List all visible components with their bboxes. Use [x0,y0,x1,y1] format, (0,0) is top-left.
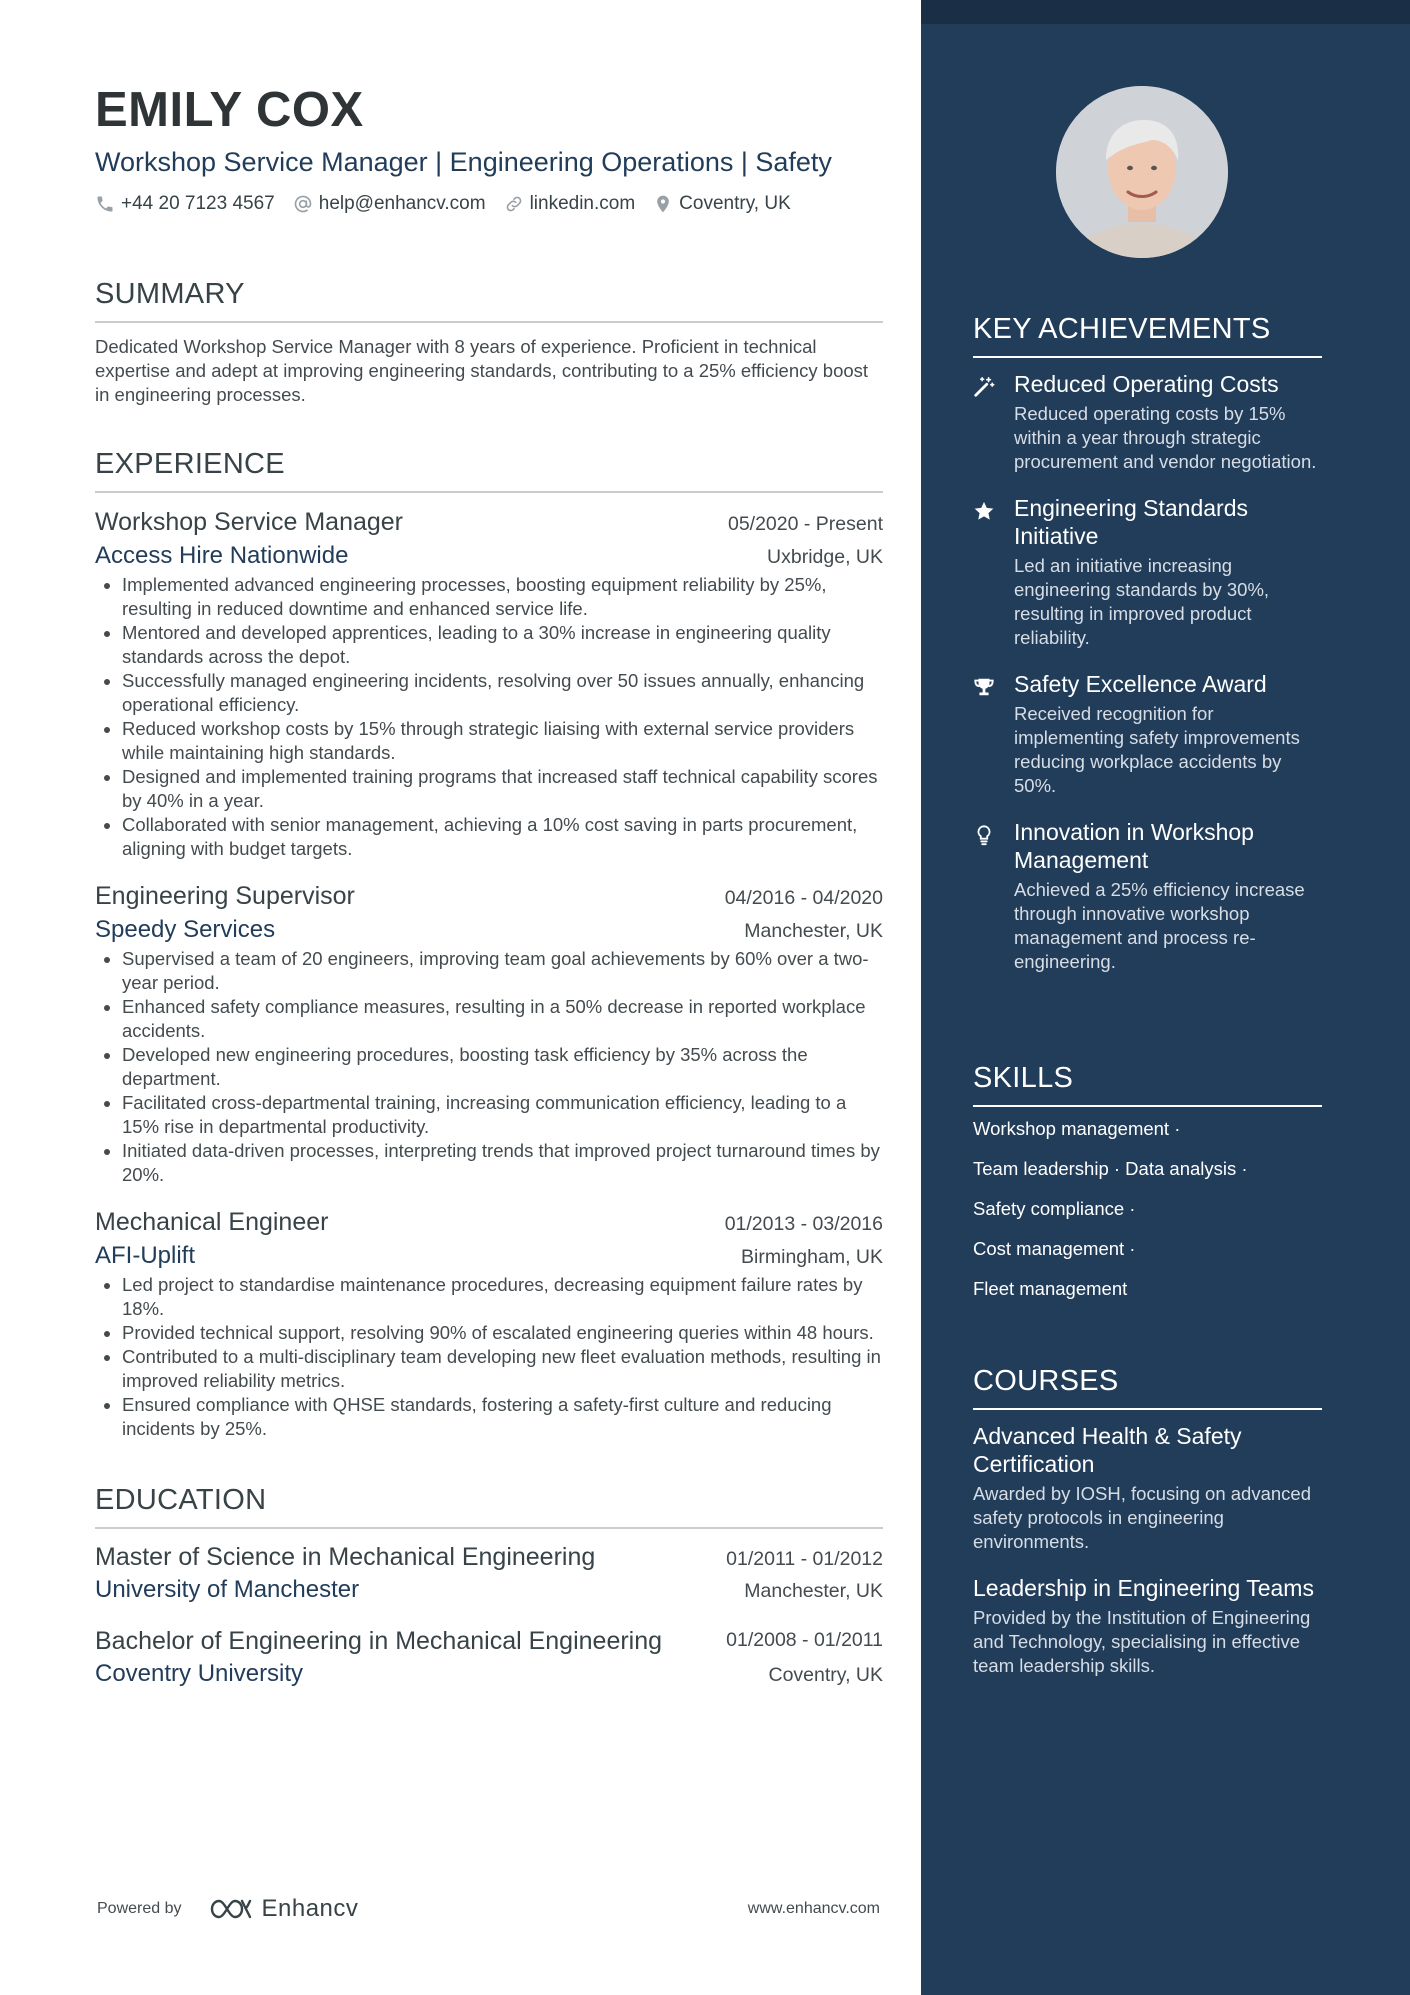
lightbulb-icon [973,824,995,846]
achievements-section [973,312,1322,974]
achievement-title: Innovation in Workshop Management [1014,819,1254,873]
skill-line: Workshop management · [973,1118,1181,1139]
trophy-icon [973,676,995,698]
achievement-item [973,370,1322,474]
job-bullets [95,573,883,861]
school-name: University of Manchester [95,1576,360,1603]
course-item [973,1574,1322,1678]
list-item: • Supervised a team of 20 engineers, improving team goal achievements by 60% over a two-year period. [122,947,883,995]
list-item: • Developed new engineering procedures, boosting task efficiency by 35% across the department. [122,1043,883,1091]
list-item: • Enhanced safety compliance measures, resulting in a 50% decrease in reported workplace accidents. [122,995,883,1043]
job-role: Mechanical Engineer [95,1208,329,1236]
job-company: Access Hire Nationwide [95,542,349,569]
education-entry [95,1541,883,1607]
avatar [1056,86,1228,258]
sidebar [921,0,1410,1995]
list-item: • Facilitated cross-departmental training, increasing communication efficiency, leading to a 15% rise in departmental productivity. [122,1091,883,1139]
education-heading: EDUCATION [95,1483,883,1529]
list-item: • Mentored and developed apprentices, leading to a 30% increase in engineering quality standards across the depot. [122,621,883,669]
contact-location [653,193,791,215]
list-item: • Ensured compliance with QHSE standards, fostering a safety-first culture and reducing incidents by 25%. [122,1393,883,1441]
summary-heading: SUMMARY [95,277,883,323]
achievements-heading: KEY ACHIEVEMENTS [973,312,1322,358]
contact-link[interactable] [504,193,636,215]
sidebar-top-band [921,0,1410,24]
achievement-text: Received recognition for implementing safety improvements reducing workplace accidents by 50%. [1014,703,1300,796]
degree-name: Bachelor of Engineering in Mechanical Engineering [95,1627,663,1655]
list-item: • Implemented advanced engineering processes, boosting equipment reliability by 25%, resulting in reduced downtime and enhanced service life. [122,573,883,621]
job-role: Engineering Supervisor [95,882,355,910]
job-entry [95,1205,883,1441]
enhancv-logo-icon [208,1897,254,1921]
contact-email[interactable] [293,193,486,215]
email-text: help@enhancv.com [318,193,486,214]
footer-url[interactable]: www.enhancv.com [747,1900,880,1917]
achievement-title: Reduced Operating Costs [1014,371,1279,397]
achievement-text: Led an initiative increasing engineering standards by 30%, resulting in improved product reliability. [1014,555,1270,648]
brand-logo[interactable] [208,1895,359,1923]
phone-text: +44 20 7123 4567 [121,193,275,214]
link-text: linkedin.com [529,193,636,214]
degree-name: Master of Science in Mechanical Engineering [95,1543,596,1571]
achievement-text: Reduced operating costs by 15% within a year through strategic procurement and vendor negotiation. [1014,403,1317,472]
powered-by-label: Powered by [97,1900,182,1917]
contact-phone [95,193,275,215]
candidate-title: Workshop Service Manager | Engineering Operations | Safety [95,147,832,177]
skill-line: Cost management · [973,1238,1136,1259]
skills-section [973,1061,1322,1317]
job-role: Workshop Service Manager [95,508,404,536]
education-section [95,1483,883,1691]
achievement-item [973,494,1322,650]
job-bullets [95,947,883,1187]
achievement-text: Achieved a 25% efficiency increase through innovative workshop management and process re-engineering. [1014,879,1305,972]
achievement-item [973,818,1322,974]
course-title: Advanced Health & Safety Certification [973,1423,1242,1477]
school-location: Manchester, UK [744,1580,883,1602]
course-text: Awarded by IOSH, focusing on advanced safety protocols in engineering environments. [973,1483,1312,1552]
skill-line: Team leadership · Data analysis · [973,1158,1248,1179]
course-text: Provided by the Institution of Engineering and Technology, specialising in effective team leadership skills. [973,1607,1311,1676]
list-item: • Collaborated with senior management, achieving a 10% cost saving in parts procurement, aligning with budget targets. [122,813,883,861]
footer [97,1895,880,1923]
phone-icon [95,194,115,214]
link-icon [504,194,524,214]
education-dates: 01/2008 - 01/2011 [726,1629,883,1651]
education-entry [95,1625,883,1691]
experience-heading: EXPERIENCE [95,447,883,493]
powered-by [97,1895,358,1923]
location-pin-icon [653,194,673,214]
list-item: • Successfully managed engineering incidents, resolving over 50 issues annually, enhancing operational efficiency. [122,669,883,717]
at-icon [293,194,313,214]
courses-heading: COURSES [973,1364,1322,1410]
contact-bar [95,193,883,215]
course-item [973,1422,1322,1554]
job-location: Birmingham, UK [741,1246,883,1268]
job-bullets [95,1273,883,1441]
main-content [95,78,883,1691]
job-dates: 01/2013 - 03/2016 [724,1213,883,1235]
summary-text: Dedicated Workshop Service Manager with 8 years of experience. Proficient in technical expertise and adept at improving engineering standards, contributing to a 25% efficiency boost in engineering processes. [95,336,869,405]
skill-line: Safety compliance · [973,1198,1136,1219]
list-item: • Contributed to a multi-disciplinary team developing new fleet evaluation methods, resulting in improved reliability metrics. [122,1345,883,1393]
achievement-title: Safety Excellence Award [1014,671,1267,697]
course-title: Leadership in Engineering Teams [973,1575,1314,1601]
skills-heading: SKILLS [973,1061,1322,1107]
profile-photo [1056,86,1228,258]
job-location: Uxbridge, UK [767,546,883,568]
candidate-name: EMILY COX [95,83,364,137]
job-dates: 04/2016 - 04/2020 [724,887,883,909]
skills-list [973,1117,1322,1301]
school-location: Coventry, UK [768,1664,883,1686]
education-dates: 01/2011 - 01/2012 [726,1548,883,1570]
magic-wand-icon [973,376,995,398]
school-name: Coventry University [95,1660,304,1687]
list-item: • Designed and implemented training programs that increased staff technical capability scores by 40% in a year. [122,765,883,813]
location-text: Coventry, UK [679,193,791,214]
achievement-title: Engineering Standards Initiative [1014,495,1248,549]
job-company: Speedy Services [95,916,276,943]
summary-section [95,277,883,407]
list-item: • Initiated data-driven processes, interpreting trends that improved project turnaround times by 20%. [122,1139,883,1187]
list-item: • Led project to standardise maintenance procedures, decreasing equipment failure rates by 18%. [122,1273,883,1321]
courses-section [973,1364,1322,1678]
job-company: AFI-Uplift [95,1242,196,1269]
job-entry [95,879,883,1187]
list-item: • Reduced workshop costs by 15% through strategic liaising with external service providers while maintaining high standards. [122,717,883,765]
job-dates: 05/2020 - Present [727,513,883,535]
brand-name: Enhancv [261,1895,359,1922]
experience-section [95,447,883,1441]
star-icon [973,500,995,522]
achievement-item [973,670,1322,798]
list-item: • Provided technical support, resolving 90% of escalated engineering queries within 48 hours. [122,1321,883,1345]
skill-line: Fleet management [973,1278,1128,1299]
job-entry [95,505,883,861]
job-location: Manchester, UK [744,920,883,942]
